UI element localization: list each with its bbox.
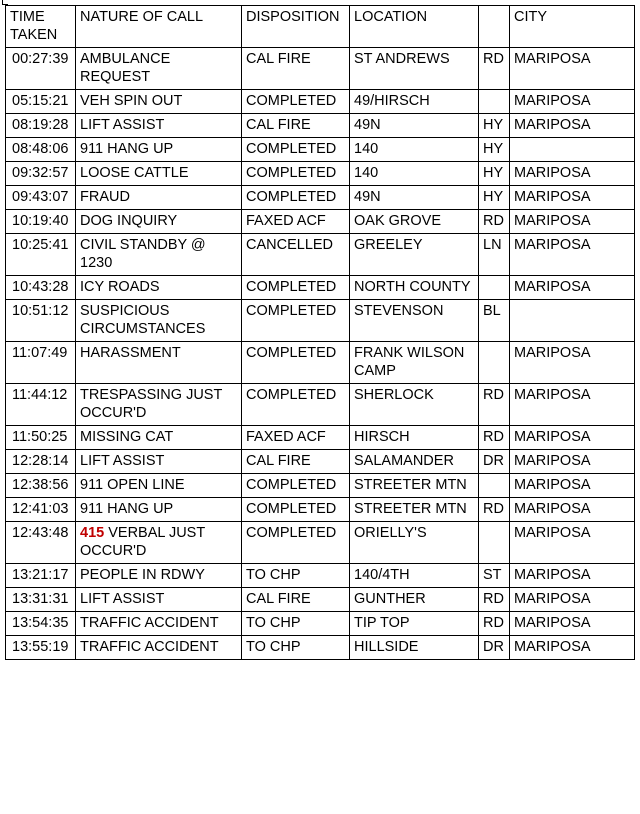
time-taken-cell: 05:15:21	[6, 90, 76, 114]
location-cell: SALAMANDER	[350, 450, 479, 474]
location-cell: 49/HIRSCH	[350, 90, 479, 114]
table-row	[6, 234, 635, 276]
city-cell: MARIPOSA	[510, 612, 635, 636]
table-row	[6, 276, 635, 300]
time-taken-cell: 12:43:48	[6, 522, 76, 564]
disposition-cell: COMPLETED	[242, 300, 350, 342]
nature-text: LOOSE CATTLE	[80, 165, 189, 181]
time-taken-cell: 13:54:35	[6, 612, 76, 636]
penal-code: 415	[80, 525, 105, 541]
time-taken-cell: 09:32:57	[6, 162, 76, 186]
table-row	[6, 342, 635, 384]
time-taken-cell: 12:41:03	[6, 498, 76, 522]
time-taken-cell: 10:43:28	[6, 276, 76, 300]
city-cell: MARIPOSA	[510, 114, 635, 138]
disposition-cell: FAXED ACF	[242, 210, 350, 234]
city-cell: MARIPOSA	[510, 564, 635, 588]
nature-of-call-cell	[76, 612, 242, 636]
location-cell: HIRSCH	[350, 426, 479, 450]
location-cell: NORTH COUNTY	[350, 276, 479, 300]
city-cell: MARIPOSA	[510, 426, 635, 450]
disposition-cell: COMPLETED	[242, 90, 350, 114]
street-suffix-cell: RD	[479, 588, 510, 612]
location-cell: ST ANDREWS	[350, 48, 479, 90]
header-disposition: DISPOSITION	[242, 6, 350, 48]
city-cell: MARIPOSA	[510, 234, 635, 276]
time-taken-cell: 11:07:49	[6, 342, 76, 384]
location-cell: STREETER MTN	[350, 498, 479, 522]
table-row	[6, 636, 635, 660]
call-log-body	[6, 48, 635, 660]
disposition-cell: COMPLETED	[242, 384, 350, 426]
nature-of-call-cell	[76, 636, 242, 660]
table-row	[6, 186, 635, 210]
disposition-cell: COMPLETED	[242, 474, 350, 498]
time-taken-cell: 13:55:19	[6, 636, 76, 660]
city-cell: MARIPOSA	[510, 276, 635, 300]
street-suffix-cell: HY	[479, 162, 510, 186]
table-row	[6, 162, 635, 186]
nature-text: SUSPICIOUS CIRCUMSTANCES	[80, 303, 206, 337]
nature-text: LIFT ASSIST	[80, 591, 165, 607]
time-taken-cell: 11:50:25	[6, 426, 76, 450]
table-row	[6, 588, 635, 612]
location-cell: HILLSIDE	[350, 636, 479, 660]
disposition-cell: COMPLETED	[242, 186, 350, 210]
time-taken-cell: 08:19:28	[6, 114, 76, 138]
nature-text: ICY ROADS	[80, 279, 160, 295]
street-suffix-cell	[479, 474, 510, 498]
nature-of-call-cell	[76, 90, 242, 114]
city-cell: MARIPOSA	[510, 48, 635, 90]
disposition-cell: COMPLETED	[242, 342, 350, 384]
table-row	[6, 522, 635, 564]
nature-of-call-cell	[76, 186, 242, 210]
street-suffix-cell	[479, 522, 510, 564]
nature-of-call-cell	[76, 114, 242, 138]
call-log-table	[5, 5, 635, 660]
disposition-cell: CAL FIRE	[242, 450, 350, 474]
table-row	[6, 138, 635, 162]
disposition-cell: CAL FIRE	[242, 48, 350, 90]
city-cell: MARIPOSA	[510, 474, 635, 498]
nature-text: DOG INQUIRY	[80, 213, 178, 229]
nature-text: TRAFFIC ACCIDENT	[80, 615, 219, 631]
table-row	[6, 612, 635, 636]
table-row	[6, 90, 635, 114]
location-cell: 140	[350, 138, 479, 162]
city-cell: MARIPOSA	[510, 210, 635, 234]
nature-of-call-cell	[76, 384, 242, 426]
nature-of-call-cell	[76, 564, 242, 588]
nature-text: MISSING CAT	[80, 429, 174, 445]
time-taken-cell: 12:38:56	[6, 474, 76, 498]
nature-text: PEOPLE IN RDWY	[80, 567, 205, 583]
street-suffix-cell: RD	[479, 210, 510, 234]
nature-of-call-cell	[76, 450, 242, 474]
city-cell: MARIPOSA	[510, 522, 635, 564]
disposition-cell: COMPLETED	[242, 138, 350, 162]
nature-text: 911 OPEN LINE	[80, 477, 185, 493]
location-cell: TIP TOP	[350, 612, 479, 636]
location-cell: 49N	[350, 186, 479, 210]
disposition-cell: TO CHP	[242, 612, 350, 636]
time-taken-cell: 12:28:14	[6, 450, 76, 474]
table-row	[6, 384, 635, 426]
nature-of-call-cell	[76, 474, 242, 498]
city-cell	[510, 300, 635, 342]
location-cell: GREELEY	[350, 234, 479, 276]
location-cell: FRANK WILSON CAMP	[350, 342, 479, 384]
nature-text: VEH SPIN OUT	[80, 93, 183, 109]
city-cell: MARIPOSA	[510, 498, 635, 522]
street-suffix-cell: HY	[479, 138, 510, 162]
street-suffix-cell: BL	[479, 300, 510, 342]
nature-of-call-cell	[76, 588, 242, 612]
street-suffix-cell	[479, 276, 510, 300]
street-suffix-cell: DR	[479, 636, 510, 660]
table-row	[6, 474, 635, 498]
nature-text: FRAUD	[80, 189, 130, 205]
city-cell: MARIPOSA	[510, 450, 635, 474]
time-taken-cell: 09:43:07	[6, 186, 76, 210]
nature-text: 911 HANG UP	[80, 141, 174, 157]
time-taken-cell: 11:44:12	[6, 384, 76, 426]
street-suffix-cell: RD	[479, 498, 510, 522]
time-taken-cell: 13:21:17	[6, 564, 76, 588]
city-cell: MARIPOSA	[510, 90, 635, 114]
city-cell: MARIPOSA	[510, 384, 635, 426]
table-row	[6, 300, 635, 342]
street-suffix-cell: ST	[479, 564, 510, 588]
table-row	[6, 210, 635, 234]
header-location: LOCATION	[350, 6, 479, 48]
street-suffix-cell: HY	[479, 114, 510, 138]
nature-text: 911 HANG UP	[80, 501, 174, 517]
time-taken-cell: 10:19:40	[6, 210, 76, 234]
time-taken-cell: 00:27:39	[6, 48, 76, 90]
nature-text: LIFT ASSIST	[80, 453, 165, 469]
city-cell: MARIPOSA	[510, 342, 635, 384]
nature-text: TRESPASSING JUST OCCUR'D	[80, 387, 223, 421]
nature-text: TRAFFIC ACCIDENT	[80, 639, 219, 655]
nature-of-call-cell	[76, 426, 242, 450]
nature-text: CIVIL STANDBY @ 1230	[80, 237, 206, 271]
city-cell: MARIPOSA	[510, 636, 635, 660]
nature-of-call-cell	[76, 162, 242, 186]
location-cell: STEVENSON	[350, 300, 479, 342]
header-suffix	[479, 6, 510, 48]
table-row	[6, 114, 635, 138]
street-suffix-cell: RD	[479, 426, 510, 450]
nature-text: VERBAL JUST OCCUR'D	[80, 525, 205, 559]
nature-of-call-cell	[76, 48, 242, 90]
street-suffix-cell	[479, 342, 510, 384]
street-suffix-cell: RD	[479, 612, 510, 636]
nature-of-call-cell	[76, 342, 242, 384]
disposition-cell: CANCELLED	[242, 234, 350, 276]
street-suffix-cell: RD	[479, 384, 510, 426]
location-cell: SHERLOCK	[350, 384, 479, 426]
disposition-cell: COMPLETED	[242, 276, 350, 300]
disposition-cell: CAL FIRE	[242, 588, 350, 612]
time-taken-cell: 10:25:41	[6, 234, 76, 276]
nature-of-call-cell	[76, 276, 242, 300]
location-cell: 140	[350, 162, 479, 186]
location-cell: ORIELLY'S	[350, 522, 479, 564]
nature-of-call-cell	[76, 522, 242, 564]
nature-of-call-cell	[76, 300, 242, 342]
nature-of-call-cell	[76, 210, 242, 234]
disposition-cell: FAXED ACF	[242, 426, 350, 450]
city-cell: MARIPOSA	[510, 588, 635, 612]
disposition-cell: TO CHP	[242, 564, 350, 588]
disposition-cell: COMPLETED	[242, 498, 350, 522]
disposition-cell: TO CHP	[242, 636, 350, 660]
nature-text: AMBULANCE REQUEST	[80, 51, 171, 85]
time-taken-cell: 13:31:31	[6, 588, 76, 612]
disposition-cell: COMPLETED	[242, 522, 350, 564]
header-nature-of-call: NATURE OF CALL	[76, 6, 242, 48]
table-row	[6, 450, 635, 474]
header-time-taken: TIME TAKEN	[6, 6, 76, 48]
disposition-cell: CAL FIRE	[242, 114, 350, 138]
street-suffix-cell: LN	[479, 234, 510, 276]
city-cell: MARIPOSA	[510, 162, 635, 186]
location-cell: GUNTHER	[350, 588, 479, 612]
table-row	[6, 498, 635, 522]
table-row	[6, 48, 635, 90]
nature-of-call-cell	[76, 498, 242, 522]
table-row	[6, 564, 635, 588]
time-taken-cell: 08:48:06	[6, 138, 76, 162]
location-cell: 140/4TH	[350, 564, 479, 588]
location-cell: OAK GROVE	[350, 210, 479, 234]
table-header-row	[6, 6, 635, 48]
table-row	[6, 426, 635, 450]
location-cell: STREETER MTN	[350, 474, 479, 498]
nature-of-call-cell	[76, 138, 242, 162]
nature-of-call-cell	[76, 234, 242, 276]
disposition-cell: COMPLETED	[242, 162, 350, 186]
street-suffix-cell: RD	[479, 48, 510, 90]
header-city: CITY	[510, 6, 635, 48]
street-suffix-cell: HY	[479, 186, 510, 210]
city-cell	[510, 138, 635, 162]
street-suffix-cell	[479, 90, 510, 114]
nature-text: HARASSMENT	[80, 345, 181, 361]
street-suffix-cell: DR	[479, 450, 510, 474]
location-cell: 49N	[350, 114, 479, 138]
time-taken-cell: 10:51:12	[6, 300, 76, 342]
city-cell: MARIPOSA	[510, 186, 635, 210]
nature-text: LIFT ASSIST	[80, 117, 165, 133]
